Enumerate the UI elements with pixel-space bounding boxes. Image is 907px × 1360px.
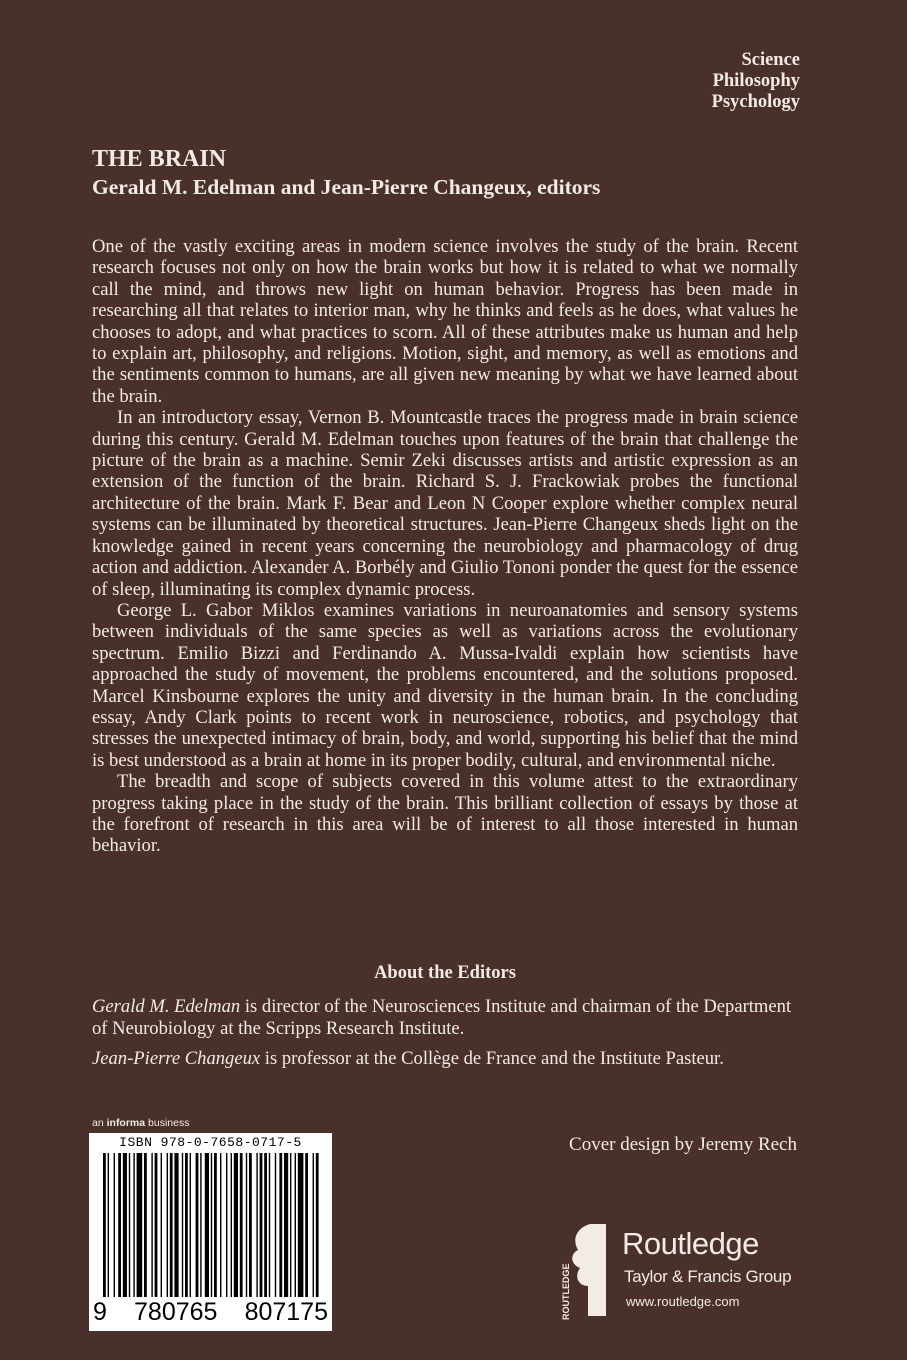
routledge-logo-text: ROUTLEDGE <box>561 1263 571 1320</box>
informa-prefix: an <box>92 1117 107 1129</box>
editor-bio-text: is professor at the Collège de France and the Institute Pasteur. <box>260 1048 724 1069</box>
ean-group-left: 780765 <box>134 1298 218 1326</box>
publisher-logo <box>560 1220 820 1330</box>
about-editors-heading: About the Editors <box>374 963 516 983</box>
blurb-paragraph: One of the vastly exciting areas in modern science involves the study of the brain. Recent research focuses not only on how the brain works but how it is related to what we normally call the mind, and throws new light on human behavior. Progress has been made in researching all that relates to interior man, why he thinks and feels as he does, what values he chooses to adopt, and what practices to scorn. All of these attributes make us human and help to explain art, philosophy, and religions. Motion, sight, and memory, as well as emotions and the sentiments common to humans, are all given new meaning by what we have learned about the brain. <box>92 236 798 407</box>
subject-categories <box>712 50 800 113</box>
publisher-name: Routledge <box>622 1226 759 1261</box>
blurb-paragraph: In an introductory essay, Vernon B. Mountcastle traces the progress made in brain science during this century. Gerald M. Edelman touches upon features of the brain that challenge the picture of the brain as a machine. Semir Zeki discusses artists and artistic expression as an extension of the function of the brain. Richard S. J. Frackowiak probes the functional architecture of the brain. Mark F. Bear and Leon N Cooper explore whether complex neural systems can be illuminated by theoretical structures. Jean-Pierre Changeux sheds light on the knowledge gained in recent years concerning the neurobiology and pharmacology of drug action and addiction. Alexander A. Borbély and Giulio Tononi ponder the quest for the essence of sleep, illuminating its complex dynamic process. <box>92 407 798 600</box>
blurb <box>92 236 798 857</box>
book-editors: Gerald M. Edelman and Jean-Pierre Changeux, editors <box>92 175 601 199</box>
informa-brand: informa <box>106 1117 146 1129</box>
isbn-barcode <box>89 1133 332 1331</box>
editor-bio-text: is director of the Neurosciences Institute and chairman of the Department of Neurobiology at the Scripps Research Institute. <box>92 996 792 1039</box>
title-block <box>92 144 812 200</box>
ean-digits <box>89 1298 332 1327</box>
routledge-head-shape <box>572 1224 606 1316</box>
editor-name: Jean-Pierre Changeux <box>92 1048 261 1069</box>
category-science: Science <box>741 50 800 70</box>
publisher-group: Taylor & Francis Group <box>624 1267 792 1286</box>
cover-design-credit: Cover design by Jeremy Rech <box>569 1134 797 1155</box>
book-title: THE BRAIN <box>92 146 227 172</box>
category-philosophy: Philosophy <box>712 71 800 91</box>
blurb-paragraph: George L. Gabor Miklos examines variations in neuroanatomies and sensory systems between individuals of the same species as well as variations across the evolutionary spectrum. Emilio Bizzi and Ferdinando A. Mussa-Ivaldi explain how scientists have approached the study of movement, the problems encountered, and the solutions proposed. Marcel Kinsbourne explores the unity and diversity in the human brain. In the concluding essay, Andy Clark points to recent work in neuroscience, robotics, and psychology that stresses the unexpected intimacy of brain, body, and world, supporting his belief that the mind is best understood as a brain at home in its proper bodily, cultural, and environmental niche. <box>92 599 798 771</box>
editor-name: Gerald M. Edelman <box>92 996 241 1017</box>
routledge-logo-icon <box>560 1220 616 1324</box>
publisher-url[interactable]: www.routledge.com <box>626 1294 740 1309</box>
editor-bio-changeux <box>92 1048 798 1070</box>
category-psychology: Psychology <box>711 92 800 112</box>
ean-first-digit: 9 <box>93 1298 107 1326</box>
informa-suffix: business <box>145 1117 190 1129</box>
barcode-bars <box>93 1153 328 1297</box>
ean-group-right: 807175 <box>244 1298 328 1326</box>
informa-business-label <box>92 1117 189 1129</box>
editor-bio-edelman <box>92 996 798 1039</box>
isbn-number: ISBN 978-0-7658-0717-5 <box>119 1135 302 1150</box>
blurb-paragraph: The breadth and scope of subjects covered in this volume attest to the extraordinary progress taking place in the study of the brain. This brilliant collection of essays by those at the forefront of research in this area will be of interest to all those interested in human behavior. <box>92 771 798 857</box>
